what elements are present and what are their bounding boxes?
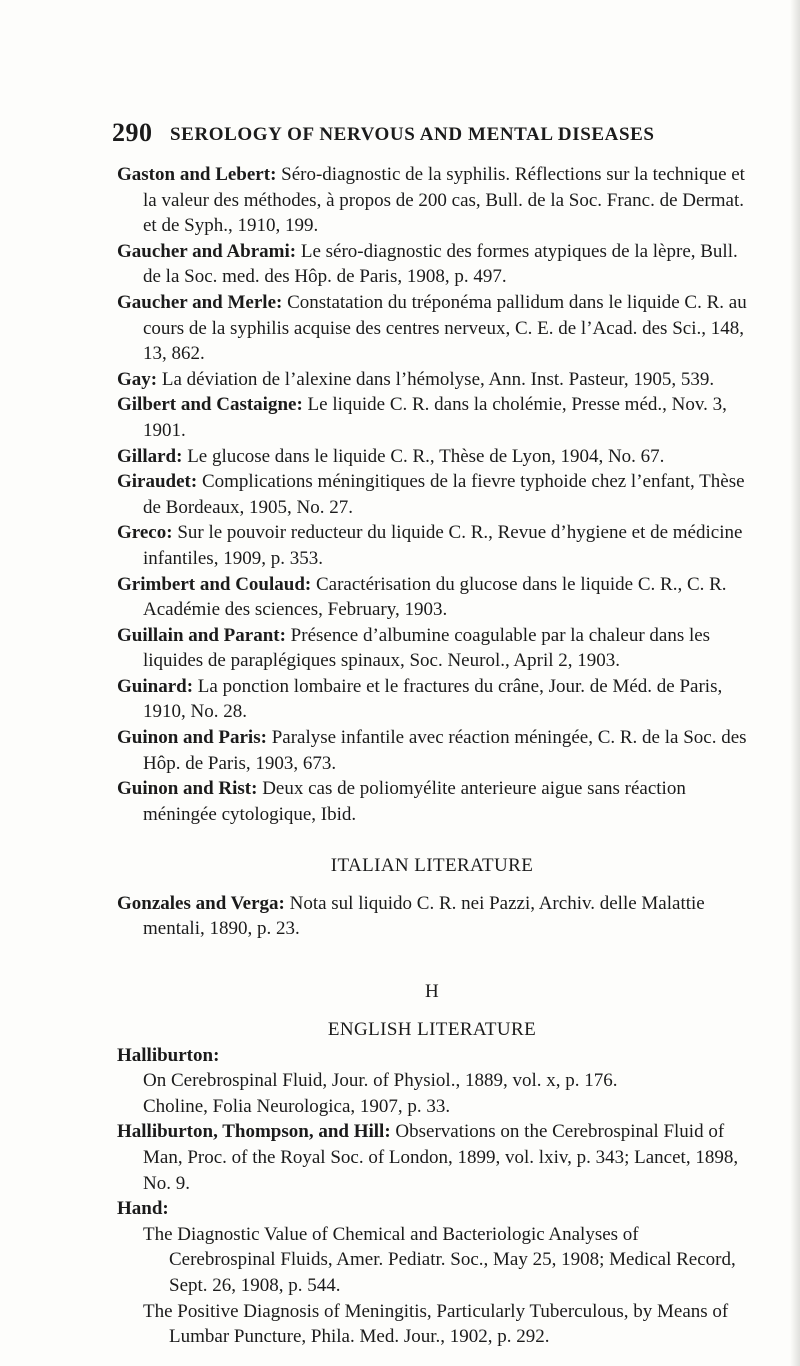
entry-text: La déviation de l’alexine dans l’hémolyse, Ann. Inst. Pasteur, 1905, 539. bbox=[157, 368, 715, 390]
entry-text: Observations on the Cerebrospinal Fluid of Man, Proc. of the Royal Soc. of London, 1899, vol. lxiv, p. 343; Lancet, 1898, No. 9. bbox=[143, 1121, 739, 1194]
bib-sub-entry: On Cerebrospinal Fluid, Jour. of Physiol., 1889, vol. x, p. 176. bbox=[143, 1070, 618, 1092]
bib-entry bbox=[117, 469, 747, 520]
entry-author: Gaston and Lebert: bbox=[117, 164, 277, 185]
entry-author: Gonzales and Verga: bbox=[117, 892, 285, 914]
bib-entry bbox=[117, 520, 747, 571]
entry-author: Grimbert and Coulaud: bbox=[117, 573, 312, 595]
running-head: SEROLOGY OF NERVOUS AND MENTAL DISEASES bbox=[170, 124, 655, 145]
entry-text: Caractérisation du glucose dans le liquide C. R., C. R. Académie des sciences, February, 1903. bbox=[143, 573, 727, 621]
entry-text: Deux cas de poliomyélite anterieure aigue sans réaction méningée cytologique, Ibid. bbox=[143, 778, 686, 825]
spacer bbox=[117, 879, 747, 891]
bib-sub-entry: Choline, Folia Neurologica, 1907, p. 33. bbox=[143, 1095, 451, 1117]
entry-author: Giraudet: bbox=[117, 471, 198, 493]
entry-author: Halliburton, Thompson, and Hill: bbox=[117, 1121, 391, 1143]
bib-entry bbox=[117, 239, 747, 290]
bib-entry bbox=[117, 392, 747, 443]
entry-author: Gaucher and Abrami: bbox=[117, 240, 297, 262]
entry-text: Le liquide C. R. dans la cholémie, Presse méd., Nov. 3, 1901. bbox=[143, 394, 727, 441]
bib-entry bbox=[117, 367, 747, 393]
bib-entry bbox=[117, 674, 747, 725]
entry-author: Guinon and Paris: bbox=[117, 727, 267, 749]
entry-author: Guinon and Rist: bbox=[117, 778, 258, 800]
bib-entry bbox=[117, 891, 747, 942]
bib-entry bbox=[117, 290, 747, 367]
entry-text: Sur le pouvoir reducteur du liquide C. R., Revue d’hygiene et de médicine infantiles, 1909, p. 353. bbox=[143, 522, 743, 569]
entry-text: Séro-diagnostic de la syphilis. Réflections sur la technique et la valeur des méthodes, à propos de 200 cas, Bull. de la Soc. Franc. de Dermat. et de Syph., 1910, 199. bbox=[143, 164, 745, 237]
bib-entry bbox=[117, 1043, 747, 1069]
bib-sub-entry: The Positive Diagnosis of Meningitis, Particularly Tuberculous, by Means of Lumbar Puncture, Phila. Med. Jour., 1902, p. 292. bbox=[143, 1300, 729, 1348]
entry-text: La ponction lombaire et le fractures du crâne, Jour. de Méd. de Paris, 1910, No. 28. bbox=[143, 675, 723, 723]
spacer bbox=[117, 827, 747, 853]
entry-author: Greco: bbox=[117, 522, 173, 544]
entry-author: Guillain and Parant: bbox=[117, 624, 286, 646]
entry-author: Guinard: bbox=[117, 675, 194, 697]
bib-entry bbox=[117, 162, 747, 239]
bib-entry bbox=[117, 572, 747, 623]
english-entries bbox=[117, 1043, 747, 1350]
entry-text: Complications méningitiques de la fievre typhoide chez l’enfant, Thèse de Bordeaux, 1905, No. 27. bbox=[143, 471, 745, 518]
letter-heading: H bbox=[424, 981, 440, 1003]
page-header bbox=[112, 118, 752, 150]
entry-author: Hand: bbox=[117, 1198, 169, 1220]
entry-text: Le glucose dans le liquide C. R., Thèse de Lyon, 1904, No. 67. bbox=[182, 445, 665, 467]
bib-entry bbox=[117, 623, 747, 674]
entry-text: Présence d’albumine coagulable par la chaleur dans les liquides de paraplégiques spinaux, Soc. Neurol., April 2, 1903. bbox=[143, 624, 711, 672]
english-literature-heading: ENGLISH LITERATURE bbox=[327, 1019, 537, 1040]
entry-author: Gaucher and Merle: bbox=[117, 291, 283, 313]
page-edge-shadow bbox=[790, 0, 800, 1366]
bib-sub-entry: The Diagnostic Value of Chemical and Bacteriologic Analyses of Cerebrospinal Fluids, Amer. Pediatr. Soc., May 25, 1908; Medical Record, Sept. 26, 1908, p. 544. bbox=[143, 1223, 736, 1296]
spacer bbox=[117, 942, 747, 968]
french-entries bbox=[117, 162, 747, 827]
italian-literature-heading: ITALIAN LITERATURE bbox=[330, 855, 534, 877]
bib-entry bbox=[117, 444, 747, 470]
spacer bbox=[117, 1005, 747, 1017]
entry-author: Gilbert and Castaigne: bbox=[117, 394, 303, 416]
entry-text: Paralyse infantile avec réaction méningée, C. R. de la Soc. des Hôp. de Paris, 1903, 673. bbox=[143, 727, 747, 774]
bib-entry bbox=[117, 1119, 747, 1196]
bib-entry bbox=[117, 1196, 747, 1222]
entry-author: Halliburton: bbox=[117, 1044, 220, 1066]
entry-author: Gillard: bbox=[117, 445, 183, 467]
spacer bbox=[117, 967, 747, 979]
entry-text: Nota sul liquido C. R. nei Pazzi, Archiv. delle Malattie mentali, 1890, p. 23. bbox=[143, 892, 705, 940]
page-number: 290 bbox=[112, 118, 153, 147]
bib-entry bbox=[117, 725, 747, 776]
entry-text: Constatation du tréponéma pallidum dans le liquide C. R. au cours de la syphilis acquise des centres nerveux, C. E. de l’Acad. des Sci., 148, 13, 862. bbox=[143, 291, 747, 365]
entry-text: Le séro-diagnostic des formes atypiques de la lèpre, Bull. de la Soc. med. des Hôp. de Paris, 1908, p. 497. bbox=[143, 240, 738, 288]
bibliography bbox=[117, 162, 747, 1350]
bib-entry bbox=[117, 776, 747, 827]
entry-author: Gay: bbox=[117, 368, 158, 390]
italian-entries bbox=[117, 891, 747, 942]
